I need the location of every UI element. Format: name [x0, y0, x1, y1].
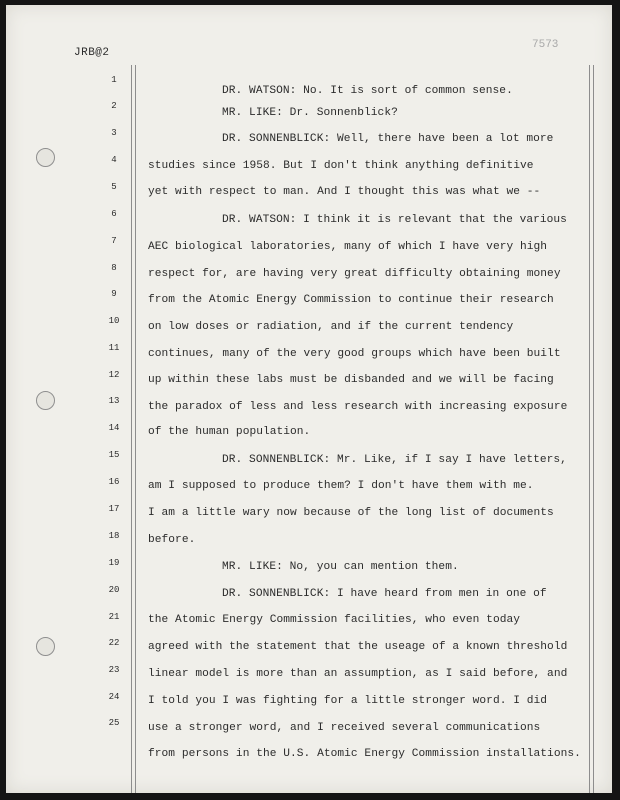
transcript-line: MR. LIKE: No, you can mention them. — [222, 561, 459, 573]
line-number: 3 — [111, 128, 117, 138]
transcript-line: of the human population. — [148, 426, 311, 438]
transcript-line: I am a little wary now because of the long list of documents — [148, 507, 554, 519]
transcript-line: use a stronger word, and I received several communications — [148, 722, 541, 734]
transcript-line: AEC biological laboratories, many of which I have very high — [148, 241, 548, 253]
transcript-line: am I supposed to produce them? I don't have them with me. — [148, 480, 534, 492]
line-number: 7 — [111, 236, 117, 246]
line-number: 10 — [108, 316, 120, 326]
transcript-line: the Atomic Energy Commission facilities, who even today — [148, 614, 520, 626]
transcript-line: respect for, are having very great difficulty obtaining money — [148, 268, 561, 280]
right-margin-rule — [589, 65, 590, 793]
line-number: 20 — [108, 585, 120, 595]
left-margin-rule — [131, 65, 132, 793]
transcript-line: agreed with the statement that the useage of a known threshold — [148, 641, 568, 653]
line-number: 13 — [108, 396, 120, 406]
line-number: 22 — [108, 638, 120, 648]
binder-hole-icon — [36, 391, 55, 410]
transcript-line: MR. LIKE: Dr. Sonnenblick? — [222, 107, 398, 119]
line-number: 2 — [111, 101, 117, 111]
reporter-id: JRB@2 — [74, 47, 110, 59]
line-number: 25 — [108, 718, 120, 728]
transcript-line: up within these labs must be disbanded and we will be facing — [148, 374, 554, 386]
line-number: 15 — [108, 450, 120, 460]
transcript-line: continues, many of the very good groups which have been built — [148, 348, 561, 360]
line-number: 4 — [111, 155, 117, 165]
transcript-line: DR. SONNENBLICK: Mr. Like, if I say I have letters, — [222, 454, 567, 466]
line-number: 19 — [108, 558, 120, 568]
transcript-line: on low doses or radiation, and if the current tendency — [148, 321, 514, 333]
line-number: 9 — [111, 289, 117, 299]
line-number: 11 — [108, 343, 120, 353]
transcript-line: I told you I was fighting for a little stronger word. I did — [148, 695, 548, 707]
line-number: 8 — [111, 263, 117, 273]
transcript-line: linear model is more than an assumption, as I said before, and — [148, 668, 568, 680]
line-number: 21 — [108, 612, 120, 622]
binder-hole-icon — [36, 148, 55, 167]
line-number: 14 — [108, 423, 120, 433]
line-number: 23 — [108, 665, 120, 675]
binder-hole-icon — [36, 637, 55, 656]
line-number: 17 — [108, 504, 120, 514]
line-number: 12 — [108, 370, 120, 380]
left-margin-rule — [135, 65, 136, 793]
line-number: 6 — [111, 209, 117, 219]
transcript-line: from persons in the U.S. Atomic Energy Commission installations. — [148, 748, 581, 760]
transcript-page — [6, 5, 612, 793]
transcript-line: DR. WATSON: No. It is sort of common sense. — [222, 85, 513, 97]
page-number: 7573 — [532, 39, 559, 51]
transcript-line: DR. WATSON: I think it is relevant that the various — [222, 214, 567, 226]
line-number: 5 — [111, 182, 117, 192]
line-number: 16 — [108, 477, 120, 487]
line-number: 24 — [108, 692, 120, 702]
right-margin-rule — [593, 65, 594, 793]
transcript-line: studies since 1958. But I don't think anything definitive — [148, 160, 534, 172]
transcript-line: DR. SONNENBLICK: Well, there have been a lot more — [222, 133, 554, 145]
line-number: 18 — [108, 531, 120, 541]
transcript-line: yet with respect to man. And I thought this was what we -- — [148, 186, 541, 198]
transcript-line: before. — [148, 534, 196, 546]
transcript-line: the paradox of less and less research with increasing exposure — [148, 401, 568, 413]
transcript-line: DR. SONNENBLICK: I have heard from men in one of — [222, 588, 547, 600]
line-number: 1 — [111, 75, 117, 85]
transcript-line: from the Atomic Energy Commission to continue their research — [148, 294, 554, 306]
